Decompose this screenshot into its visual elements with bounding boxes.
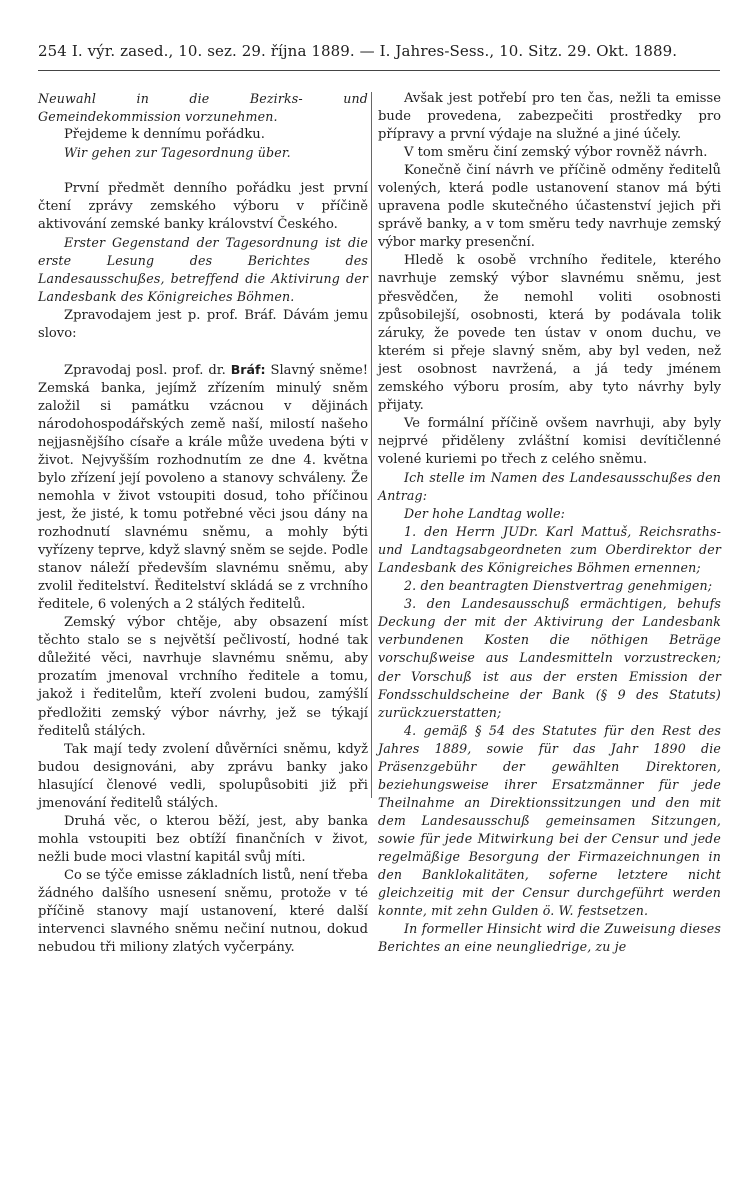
paragraph: Neuwahl in die Bezirks- und Gemeindekommission vorzunehmen. (38, 91, 368, 125)
speech-intro: Zpravodaj posl. prof. dr. (64, 362, 226, 378)
left-column (38, 90, 368, 957)
speech-text: Slavný sněme! Zemská banka, jejímž zřízením minulý sněm založil si památku vzácnou v dějinách národohospodářských země naší, milostí našeho nejjasnějšího císaře a krále může uvedena býti v život. Nejvyšším rozhodnutím ze dne 4. května bylo zřízení její povoleno a stanovy schváleny. Že nemohla v život vstoupiti dosud, toho příčinou jest, že jisté, k tomu potřebné věci jsou dány na rozhodnutí slavnému sněmu, a mohly býti vyřízeny teprve, když slavný sněm se sejde. Podle stanov náleží především slavnému sněmu, aby zvolil ředitelství. Ředitelství skládá se z vrchního ředitele, 6 volených a 2 stálých ředitelů. (38, 362, 368, 613)
paragraph: Ve formální příčině ovšem navrhuji, aby byly nejprvé přiděleny zvláštní komisi devítičlenné volené kuriemi po třech z celého sněmu. (378, 415, 721, 467)
paragraph: Der hohe Landtag wolle: (404, 506, 566, 522)
list-item: 3. den Landesausschuß ermächtigen, behufs Deckung der mit der Aktivirung der Landesbank verbundenen Kosten die nöthigen Beträge vorschußweise aus Landesmitteln vorzustrecken; der Vorschuß ist aus der ersten Emission der Fondsschuldscheine der Bank (§ 9 des Statuts) zurückzuerstatten; (378, 596, 721, 720)
speech-paragraph (38, 361, 368, 615)
page-header (38, 42, 720, 60)
right-column (378, 90, 721, 956)
list-item: 2. den beantragten Dienstvertrag genehmigen; (404, 578, 713, 594)
page-number: 254 (38, 42, 67, 60)
paragraph: Zpravodajem jest p. prof. Bráf. Dávám jemu slovo: (38, 307, 368, 341)
paragraph: Přejdeme k dennímu pořádku. (64, 127, 265, 143)
paragraph: Hledě k osobě vrchního ředitele, kterého navrhuje zemský výbor slavnému sněmu, jest přesvědčen, že nemohl voliti osobnosti způsobilejší, osobnosti, která by podávala tolik záruky, že povede ten ústav v onom duchu, ve kterém si přeje slavný sněm, aby byl veden, než jest osobnost navržená, a já tedy jménem zemského výboru prosím, aby tyto návrhy byly přijaty. (378, 253, 721, 413)
paragraph: Wir gehen zur Tagesordnung über. (64, 145, 291, 161)
header-title: I. výr. zased., 10. sez. 29. října 1889. — I. Jahres-Sess., 10. Sitz. 29. Okt. 1889. (71, 42, 678, 60)
paragraph: První předmět denního pořádku jest první čtení zprávy zemského výboru v příčině aktivování zemské banky království Českého. (38, 181, 368, 233)
paragraph: Zemský výbor chtěje, aby obsazení míst těchto stalo se s největší pečlivostí, hodné tak důležité věci, navrhuje slavnému sněmu, aby prozatím jmenoval vrchního ředitele a tomu, jakož i ředitelům, kteří zvoleni budou, zamýšlí předložiti zemský výbor návrhy, jež se týkají ředitelů stálých. (38, 615, 368, 739)
paragraph: Co se týče emisse základních listů, není třeba žádného dalšího usnesení sněmu, protože v té příčině stanovy mají ustanovení, které další intervenci slavného sněmu nečiní nutnou, dokud nebudou tři miliony zlatých vyčerpány. (38, 867, 368, 956)
column-divider (371, 92, 372, 798)
list-item: 4. gemäß § 54 des Statutes für den Rest des Jahres 1889, sowie für das Jahr 1890 die Präsenzgebühr der gewählten Direktoren, beziehungsweise ihrer Ersatzmänner für jede Theilnahme an Direktionssitzungen und den mit dem Landesausschuß gemeinsamen Sitzungen, sowie für jede Mitwirkung bei der Censur und jede regelmäßige Besorgung der Firmazeichnungen in den Banklokalitäten, soferne letztere nicht gleichzeitig mit der Censur durchgeführt werden konnte, mit zehn Gulden ö. W. festsetzen. (378, 722, 721, 919)
paragraph: Druhá věc, o kterou běží, jest, aby banka mohla vstoupiti bez obtíží finančních v život, nežli bude moci vlastní kapitál svůj míti. (38, 813, 368, 865)
paragraph: In formeller Hinsicht wird die Zuweisung dieses Berichtes an eine neungliedrige, zu je (378, 921, 721, 955)
speaker-name: Bráf: (230, 361, 266, 377)
paragraph: Ich stelle im Namen des Landesausschußes den Antrag: (378, 469, 721, 504)
header-rule (38, 70, 720, 71)
list-item: 1. den Herrn JUDr. Karl Mattuš, Reichsraths- und Landtagsabgeordneten zum Oberdirektor der Landesbank des Königreiches Böhmen ernennen; (378, 524, 721, 576)
paragraph: Konečně činí návrh ve příčině odměny ředitelů volených, která podle ustanovení stanov má býti upravena podle skutečného účastenství jejich při správě banky, a v tom směru tedy navrhuje zemský výbor marky presenční. (378, 163, 721, 251)
paragraph: V tom směru činí zemský výbor rovněž návrh. (404, 145, 708, 161)
paragraph: Erster Gegenstand der Tagesordnung ist die erste Lesung des Berichtes des Landesausschußes, betreffend die Aktivirung der Landesbank des Königreiches Böhmen. (38, 235, 368, 305)
paragraph: Avšak jest potřebí pro ten čas, nežli ta emisse bude provedena, zabezpečiti prostředky pro přípravy a první výdaje na služné a jiné účely. (378, 91, 721, 143)
paragraph: Tak mají tedy zvolení důvěrníci sněmu, když budou designováni, aby zprávu banky jako hlasující členové vedli, spolupůsobiti již při jmenování ředitelů stálých. (38, 741, 368, 811)
